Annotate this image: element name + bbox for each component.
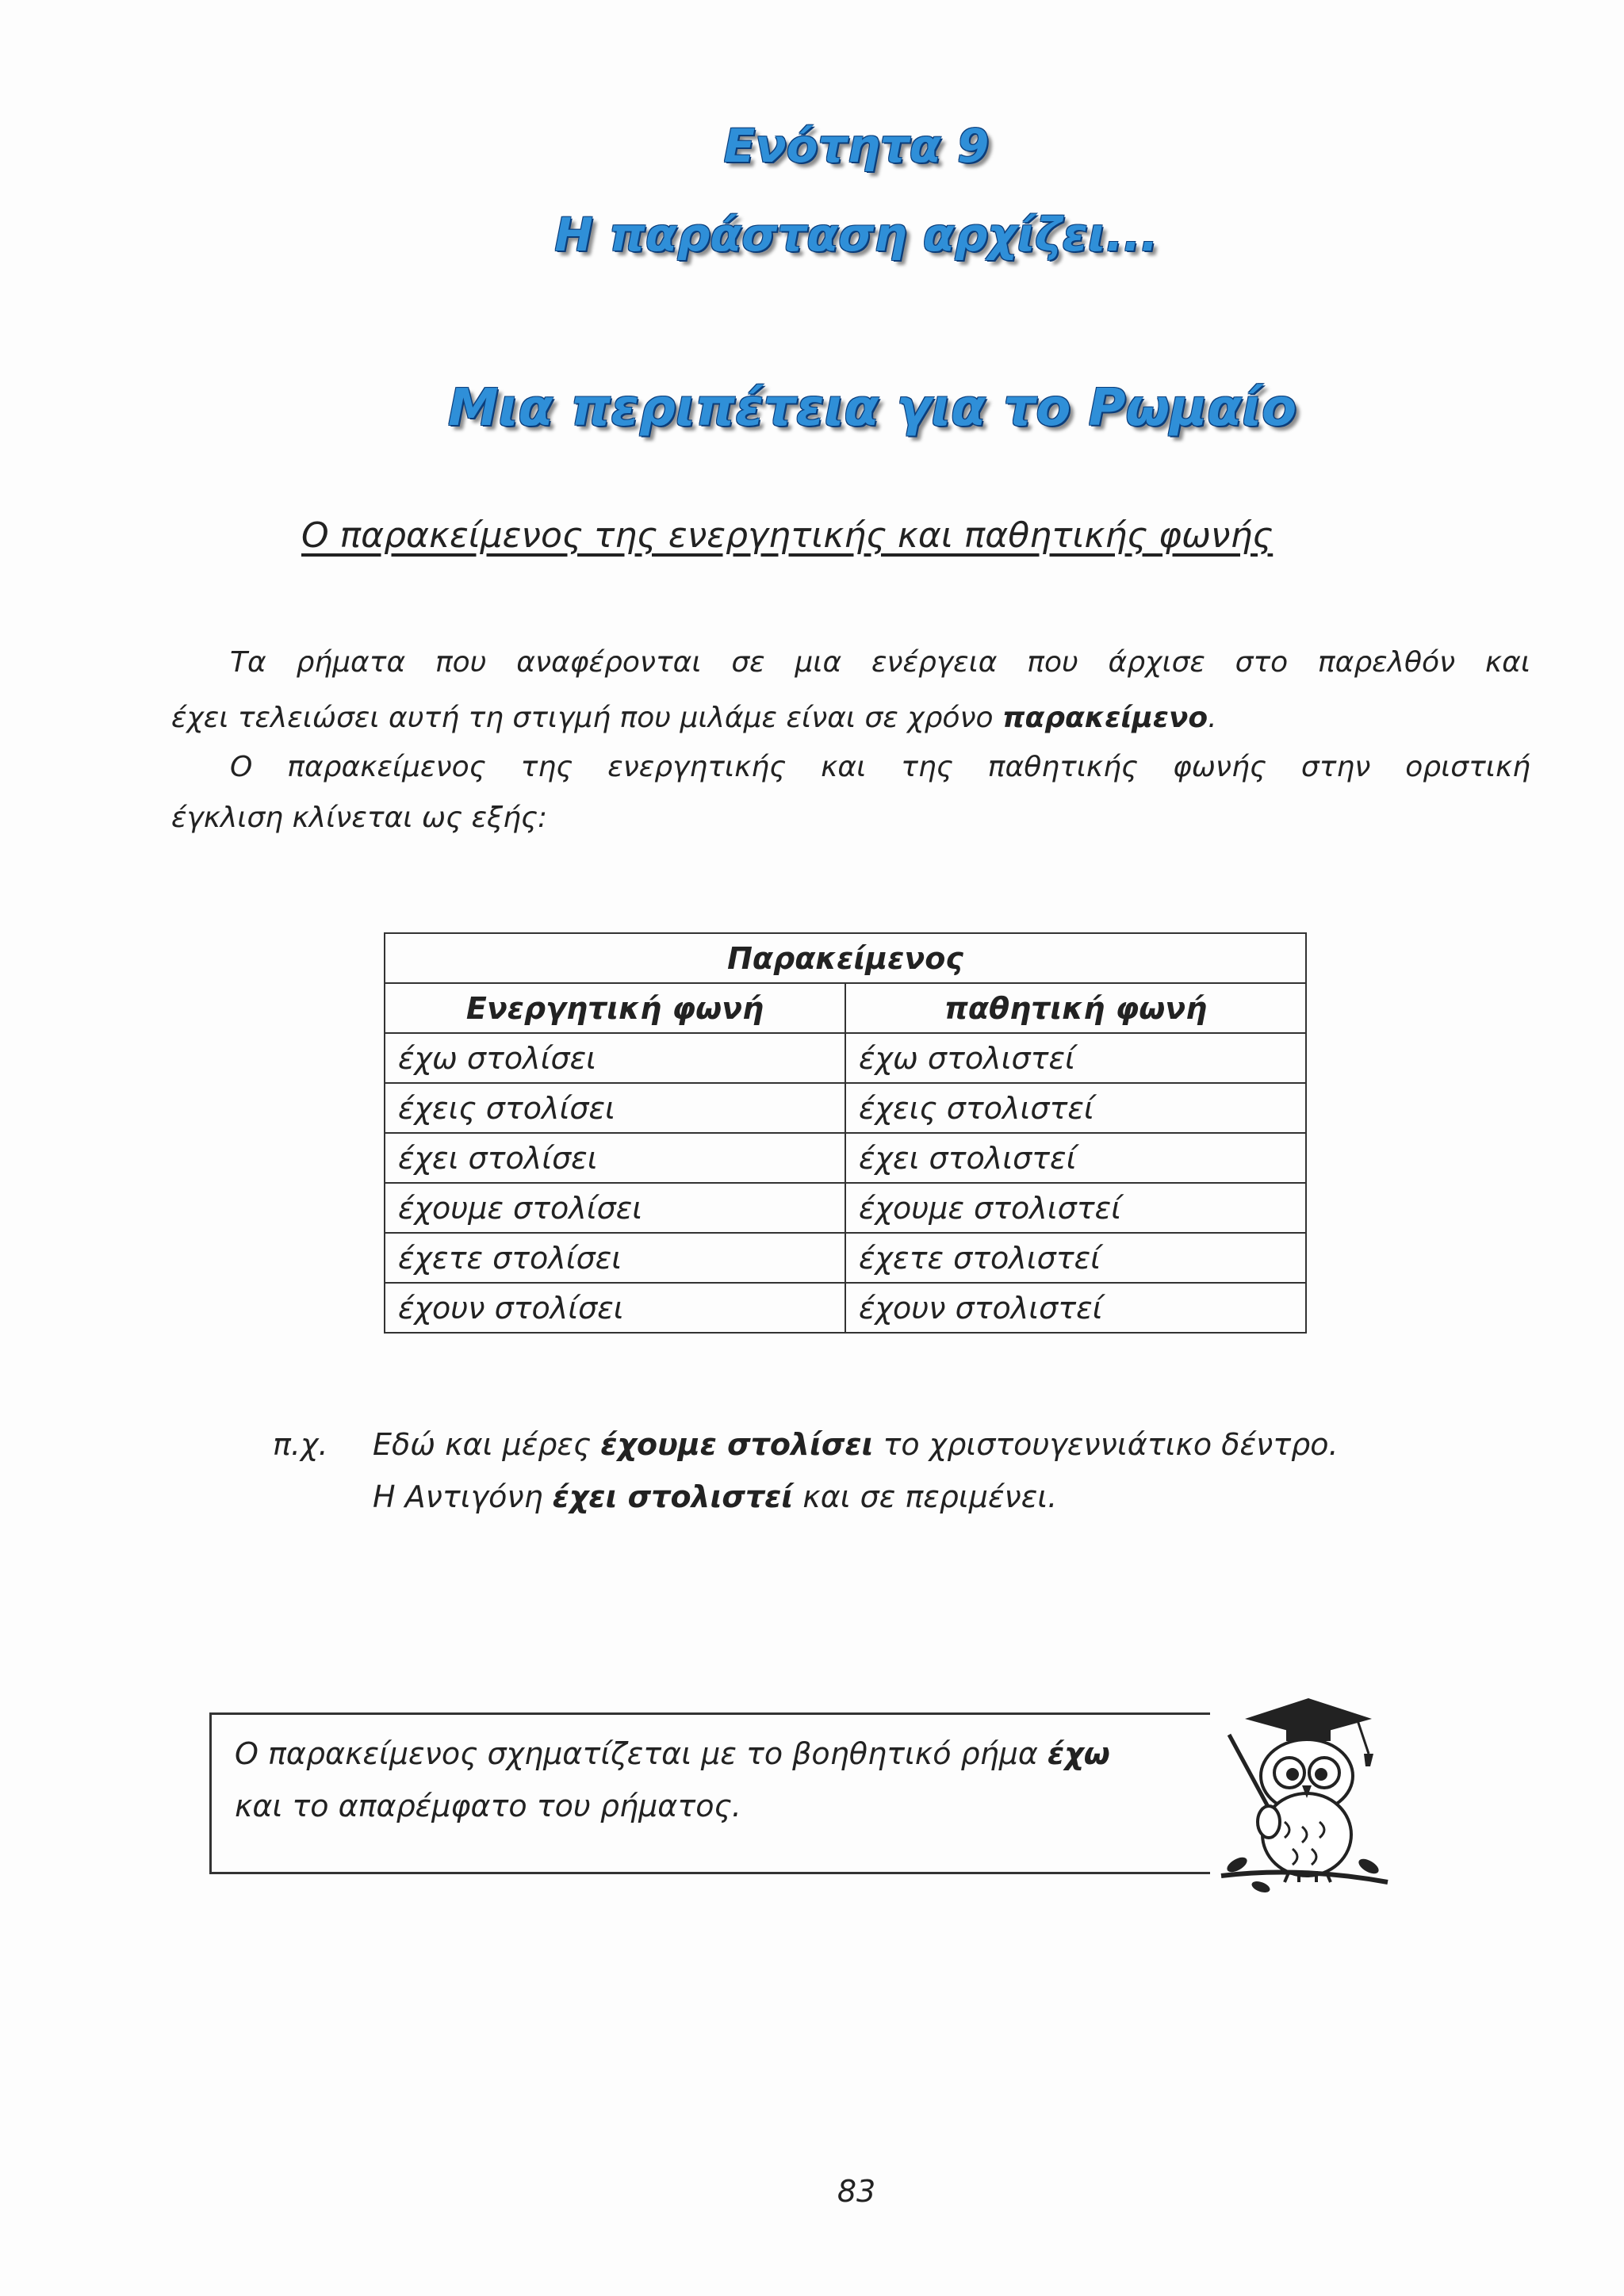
owl-teacher-icon: [1213, 1687, 1396, 1893]
paragraph1-line1: Τα ρήματα που αναφέρονται σε μια ενέργεια που άρχισε στο παρελθόν και: [230, 646, 1530, 679]
passive-cell: έχεις στολιστεί: [845, 1083, 1306, 1133]
active-cell: έχουμε στολίσει: [385, 1183, 845, 1233]
table-header-row: [385, 983, 1306, 1033]
unit-subtitle: Η παράσταση αρχίζει...: [554, 208, 1159, 262]
unit-title: Ενότητα 9: [723, 119, 990, 173]
paragraph1-line2-text: έχει τελειώσει αυτή τη στιγμή που μιλάμε είναι σε χρόνο: [171, 702, 1003, 734]
example-label: π.χ.: [273, 1427, 328, 1462]
active-cell: έχετε στολίσει: [385, 1233, 845, 1283]
example-line1: [373, 1427, 1339, 1462]
example-line2: [373, 1479, 1057, 1514]
passive-cell: έχετε στολιστεί: [845, 1233, 1306, 1283]
column-header-passive: παθητική φωνή: [845, 983, 1306, 1033]
rule-note-verb: έχω: [1048, 1736, 1110, 1771]
rule-note-line1: [235, 1736, 1110, 1771]
table-title-row: [385, 933, 1306, 983]
example2-end: και σε περιμένει.: [793, 1479, 1058, 1514]
section-title: Ο παρακείμενος της ενεργητικής και παθητικής φωνής: [301, 515, 1274, 556]
passive-cell: έχει στολιστεί: [845, 1133, 1306, 1183]
passive-cell: έχουμε στολιστεί: [845, 1183, 1306, 1233]
table-row: [385, 1283, 1306, 1333]
rule-note-line2: και το απαρέμφατο του ρήματος.: [235, 1789, 741, 1823]
example2-text: Η Αντιγόνη: [373, 1479, 553, 1514]
term-parakeimeno: παρακείμενο: [1002, 702, 1208, 734]
table-row: [385, 1033, 1306, 1083]
example1-end: το χριστουγεννιάτικο δέντρο.: [873, 1427, 1339, 1462]
passive-cell: έχω στολιστεί: [845, 1033, 1306, 1083]
paragraph1-line2: [171, 695, 1217, 742]
paragraph2-line2: έγκλιση κλίνεται ως εξής:: [171, 802, 548, 834]
active-cell: έχουν στολίσει: [385, 1283, 845, 1333]
example1-text: Εδώ και μέρες: [373, 1427, 601, 1462]
table-row: [385, 1183, 1306, 1233]
active-cell: έχω στολίσει: [385, 1033, 845, 1083]
paragraph2-line1: Ο παρακείμενος της ενεργητικής και της παθητικής φωνής στην οριστική: [230, 751, 1530, 783]
table-row: [385, 1233, 1306, 1283]
rule-note-text: Ο παρακείμενος σχηματίζεται με το βοηθητικό ρήμα: [235, 1736, 1048, 1771]
table-row: [385, 1133, 1306, 1183]
active-cell: έχεις στολίσει: [385, 1083, 845, 1133]
example1-verb: έχουμε στολίσει: [600, 1427, 874, 1462]
example2-verb: έχει στολιστεί: [552, 1479, 794, 1514]
active-cell: έχει στολίσει: [385, 1133, 845, 1183]
table-title: Παρακείμενος: [385, 933, 1306, 983]
page-number: 83: [837, 2174, 876, 2209]
table-row: [385, 1083, 1306, 1133]
paragraph1-line2-end: .: [1208, 702, 1217, 734]
conjugation-table: [384, 932, 1307, 1334]
lesson-title: Μια περιπέτεια για το Ρωμαίο: [447, 379, 1297, 438]
passive-cell: έχουν στολιστεί: [845, 1283, 1306, 1333]
column-header-active: Ενεργητική φωνή: [385, 983, 845, 1033]
